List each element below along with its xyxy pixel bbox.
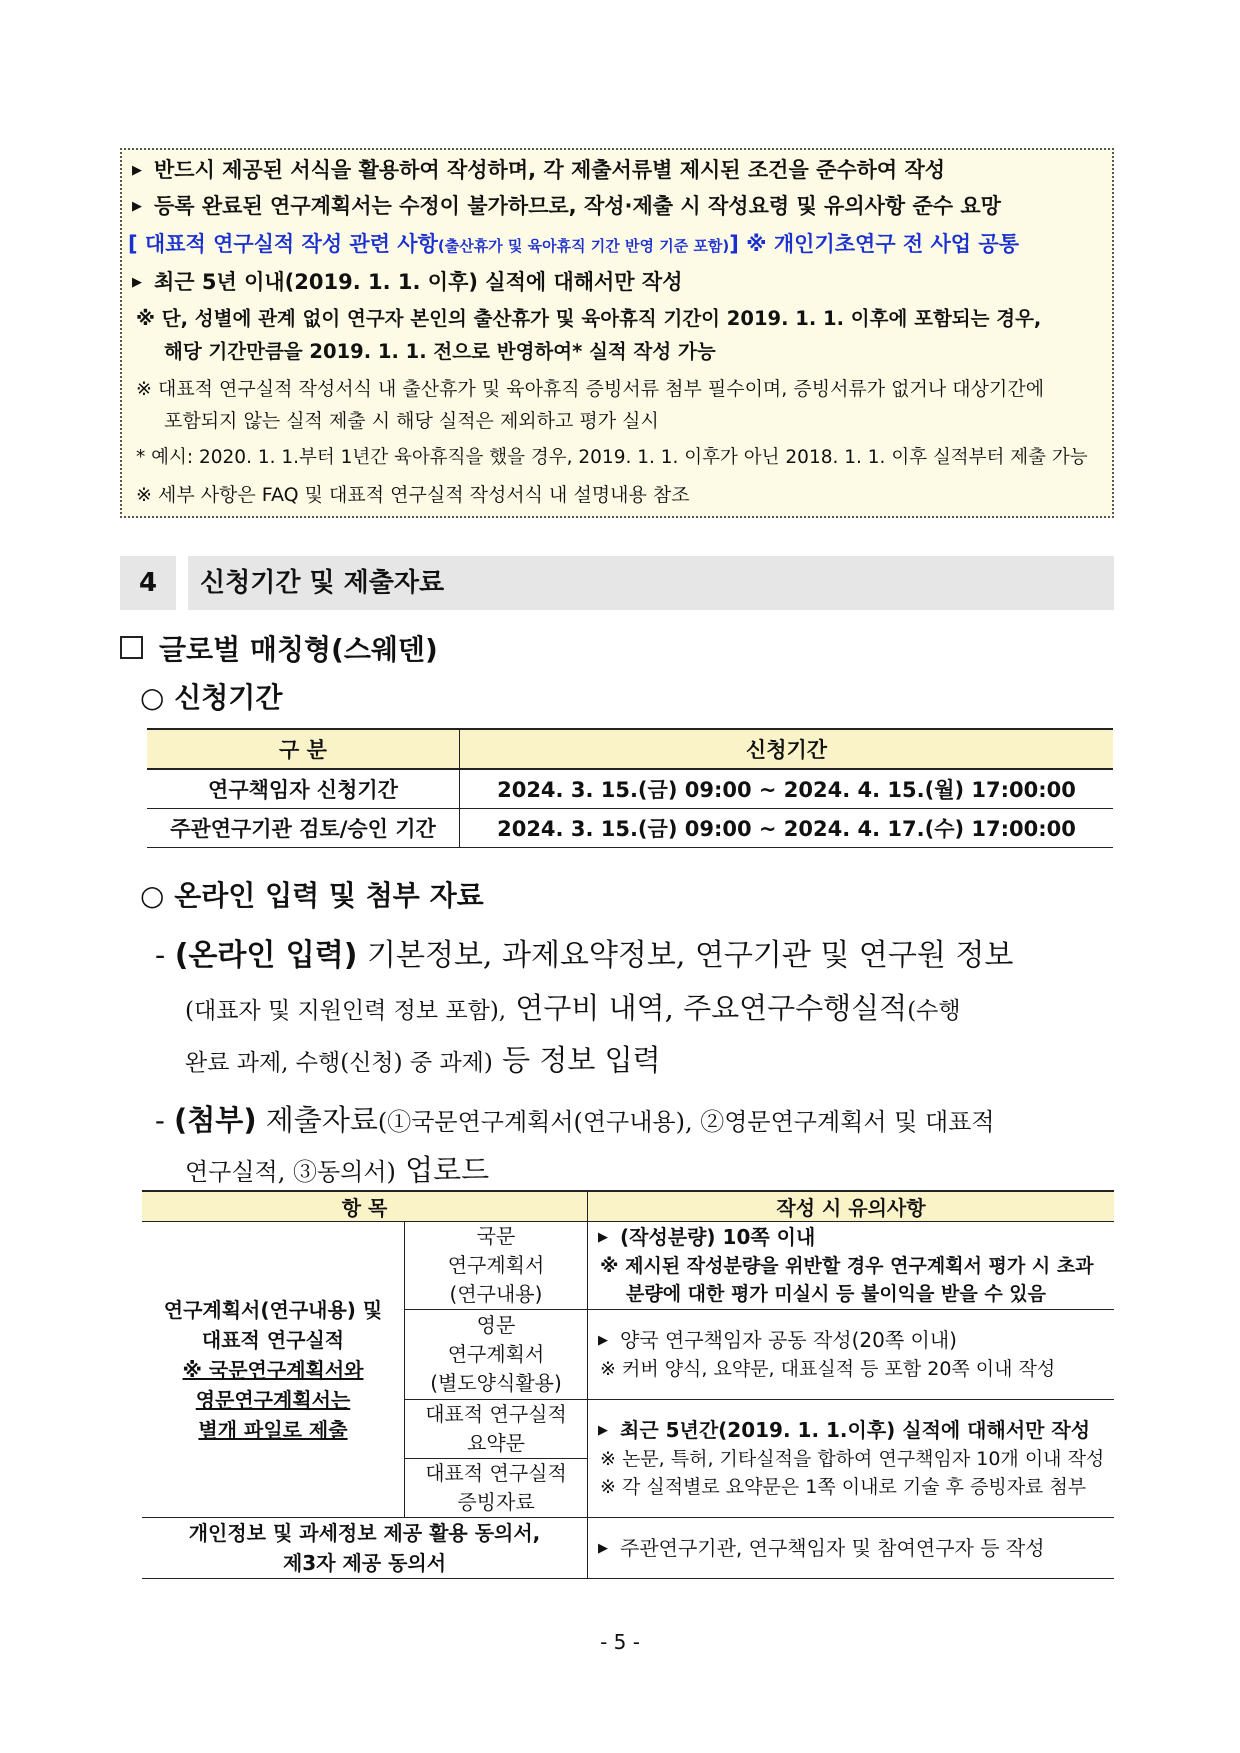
table-header: 신청기간 xyxy=(460,729,1114,769)
notice-line: ※ 대표적 연구실적 작성서식 내 출산휴가 및 육아휴직 증빙서류 첨부 필수이며, 증빙서류가 없거나 대상기간에 xyxy=(136,378,1045,400)
online-paragraph: (대표자 및 지원인력 정보 포함), 연구비 내역, 주요연구수행실적(수행 xyxy=(185,991,961,1025)
heading-period: ○ 신청기간 xyxy=(140,681,283,714)
table-row xyxy=(142,1222,1114,1310)
attachment-table xyxy=(142,1190,1114,1579)
table-cell: 2024. 3. 15.(금) 09:00 ~ 2024. 4. 15.(월) 17:00:00 xyxy=(460,769,1114,809)
table-row xyxy=(147,809,1113,848)
online-paragraph: 완료 과제, 수행(신청) 중 과제) 등 정보 입력 xyxy=(185,1043,661,1077)
notice-line: 해당 기간만큼을 2019. 1. 1. 전으로 반영하여* 실적 작성 가능 xyxy=(164,340,716,363)
table-cell: 연구책임자 신청기간 xyxy=(147,769,460,809)
table-cell: 2024. 3. 15.(금) 09:00 ~ 2024. 4. 17.(수) 17:00:00 xyxy=(460,809,1114,848)
notice-line: ▶ 반드시 제공된 서식을 활용하여 작성하며, 각 제출서류별 제시된 조건을 준수하여 작성 xyxy=(132,158,946,182)
notice-box xyxy=(120,148,1114,518)
attach-paragraph: 연구실적, ③동의서) 업로드 xyxy=(185,1153,490,1187)
triangle-bullet-icon: ▶ xyxy=(132,275,142,290)
table-row xyxy=(147,769,1113,809)
notice-line: ▶ 최근 5년 이내(2019. 1. 1. 이후) 실적에 대해서만 작성 xyxy=(132,270,683,294)
notice-line: ※ 단, 성별에 관계 없이 연구자 본인의 출산휴가 및 육아휴직 기간이 2019. 1. 1. 이후에 포함되는 경우, xyxy=(136,307,1042,330)
triangle-bullet-icon: ▶ xyxy=(132,199,142,214)
heading-main: 글로벌 매칭형(스웨덴) xyxy=(120,628,438,668)
table-header: 항 목 xyxy=(142,1191,588,1222)
table-cell-note: ▶ (작성분량) 10쪽 이내 ※ 제시된 작성분량을 위반할 경우 연구계획서 평가 시 초과 분량에 대한 평가 미실시 등 불이익을 받을 수 있음 xyxy=(588,1222,1115,1310)
notice-line: 포함되지 않는 실적 제출 시 해당 실적은 제외하고 평가 실시 xyxy=(164,410,659,432)
notice-line: ▶ 등록 완료된 연구계획서는 수정이 불가하므로, 작성·제출 시 작성요령 및 유의사항 준수 요망 xyxy=(132,194,1001,218)
table-cell-note: ▶ 양국 연구책임자 공동 작성(20쪽 이내) ※ 커버 양식, 요약문, 대표실적 등 포함 20쪽 이내 작성 xyxy=(588,1310,1115,1400)
online-paragraph: - (온라인 입력) 기본정보, 과제요약정보, 연구기관 및 연구원 정보 xyxy=(155,938,1014,973)
notice-heading: [ 대표적 연구실적 작성 관련 사항(출산휴가 및 육아휴직 기간 반영 기준 포함)] ※ 개인기초연구 전 사업 공통 xyxy=(128,232,1019,256)
table-cell-sub: 영문 연구계획서 (별도양식활용) xyxy=(405,1310,588,1400)
period-table xyxy=(147,728,1113,848)
table-cell-item: 연구계획서(연구내용) 및 대표적 연구실적 ※ 국문연구계획서와 영문연구계획서는 별개 파일로 제출 xyxy=(142,1222,405,1518)
table-cell-item: 개인정보 및 과세정보 제공 활용 동의서, 제3자 제공 동의서 xyxy=(142,1518,588,1579)
table-row xyxy=(142,1518,1114,1579)
circle-bullet-icon: ○ xyxy=(140,681,175,714)
triangle-bullet-icon: ▶ xyxy=(598,1333,608,1348)
square-bullet-icon xyxy=(120,636,143,659)
table-header: 구 분 xyxy=(147,729,460,769)
triangle-bullet-icon: ▶ xyxy=(598,1540,608,1556)
table-header: 작성 시 유의사항 xyxy=(588,1191,1115,1222)
notice-line: * 예시: 2020. 1. 1.부터 1년간 육아휴직을 했을 경우, 2019. 1. 1. 이후가 아닌 2018. 1. 1. 이후 실적부터 제출 가능 xyxy=(136,447,1088,468)
heading-online: ○ 온라인 입력 및 첨부 자료 xyxy=(140,879,484,912)
notice-line: ※ 세부 사항은 FAQ 및 대표적 연구실적 작성서식 내 설명내용 참조 xyxy=(136,484,690,506)
triangle-bullet-icon: ▶ xyxy=(132,163,142,178)
table-cell-sub: 대표적 연구실적 증빙자료 xyxy=(405,1459,588,1518)
section-number: 4 xyxy=(120,556,176,610)
table-cell-note: ▶ 주관연구기관, 연구책임자 및 참여연구자 등 작성 xyxy=(588,1518,1115,1579)
circle-bullet-icon: ○ xyxy=(140,879,175,912)
table-cell-sub: 국문 연구계획서 (연구내용) xyxy=(405,1222,588,1310)
triangle-bullet-icon: ▶ xyxy=(598,1423,608,1438)
attach-paragraph: - (첨부) 제출자료(①국문연구계획서(연구내용), ②영문연구계획서 및 대표적 xyxy=(155,1103,995,1137)
table-cell: 주관연구기관 검토/승인 기간 xyxy=(147,809,460,848)
table-cell-note: ▶ 최근 5년간(2019. 1. 1.이후) 실적에 대해서만 작성 ※ 논문, 특허, 기타실적을 합하여 연구책임자 10개 이내 작성 ※ 각 실적별로 요약문은 1쪽 이내로 기술 후 증빙자료 첨부 xyxy=(588,1400,1115,1518)
section-title: 신청기간 및 제출자료 xyxy=(188,556,1114,610)
triangle-bullet-icon: ▶ xyxy=(598,1230,608,1245)
table-cell-sub: 대표적 연구실적 요약문 xyxy=(405,1400,588,1459)
page-number: - 5 - xyxy=(600,1630,640,1654)
